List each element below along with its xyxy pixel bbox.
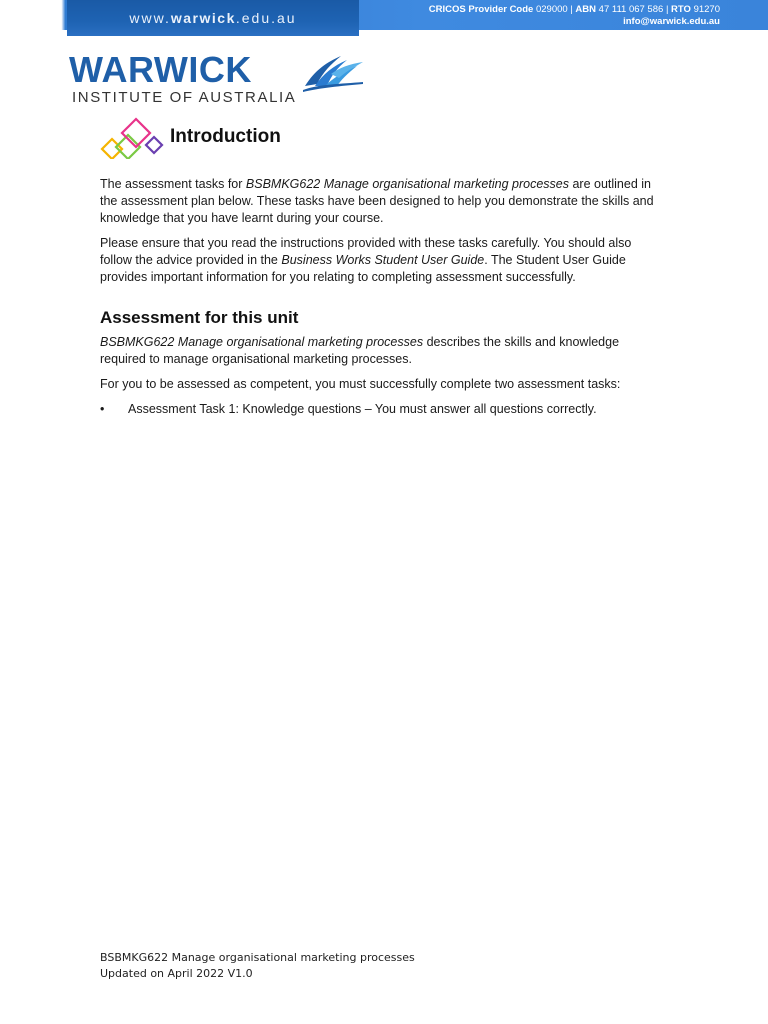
text-run: are outlined in the assessment plan below. These tasks have been designed to help you demonstrate the skills and knowledge that you have learnt during your course. <box>100 177 654 225</box>
text-run: . The Student User Guide provides important information for you relating to completing assessment successfully. <box>100 253 626 284</box>
website-banner[interactable] <box>67 0 359 36</box>
unit-title: BSBMKG622 Manage organisational marketing processes <box>100 335 424 349</box>
list-item: • Assessment Task 1: Knowledge questions – You must answer all questions correctly. <box>100 401 665 418</box>
wave-logo-icon <box>301 52 365 92</box>
guide-title: Business Works Student User Guide <box>281 253 485 267</box>
logo-subtitle: INSTITUTE OF AUSTRALIA <box>72 89 297 106</box>
rto-label: RTO <box>671 4 691 15</box>
assessment-heading: Assessment for this unit <box>100 308 299 327</box>
diamonds-icon <box>100 117 164 159</box>
warwick-logo <box>69 49 365 108</box>
rto-value: 91270 <box>693 4 720 15</box>
url-suffix: .edu.au <box>235 10 297 26</box>
abn-label: ABN <box>575 4 597 15</box>
assessment-task-list <box>100 401 665 418</box>
unit-title: BSBMKG622 Manage organisational marketing processes <box>245 177 569 191</box>
abn-value: 47 111 067 586 <box>598 4 664 15</box>
footer-unit-title: BSBMKG622 Manage organisational marketing processes <box>100 951 415 964</box>
introduction-heading: Introduction <box>170 126 281 147</box>
url-prefix: www. <box>129 10 171 26</box>
provider-codes-line <box>429 4 720 16</box>
contact-email-line <box>429 16 720 28</box>
text-run: The assessment tasks for <box>100 177 246 191</box>
intro-paragraph-2 <box>100 235 665 286</box>
document-body <box>100 176 665 418</box>
assessment-paragraph-2: For you to be assessed as competent, you must successfully complete two assessment tasks: <box>100 377 621 391</box>
text-run: describes the skills and knowledge required to manage organisational marketing processes. <box>100 335 620 366</box>
cricos-value: 029000 <box>535 4 568 15</box>
intro-paragraph-1 <box>100 176 665 227</box>
provider-info <box>429 4 720 28</box>
page-footer <box>100 950 415 982</box>
logo-wordmark: WARWICK <box>69 49 252 90</box>
contact-email[interactable]: info@warwick.edu.au <box>623 16 720 27</box>
cricos-label: CRICOS Provider Code <box>428 4 534 15</box>
footer-version: Updated on April 2022 V1.0 <box>100 967 253 980</box>
assessment-paragraph-1 <box>100 334 665 368</box>
url-domain: warwick <box>170 10 236 26</box>
text-run: Please ensure that you read the instructions provided with these tasks carefully. You should also follow the advice provided in the <box>100 236 632 267</box>
separator: | <box>665 4 669 15</box>
separator: | <box>570 4 573 15</box>
